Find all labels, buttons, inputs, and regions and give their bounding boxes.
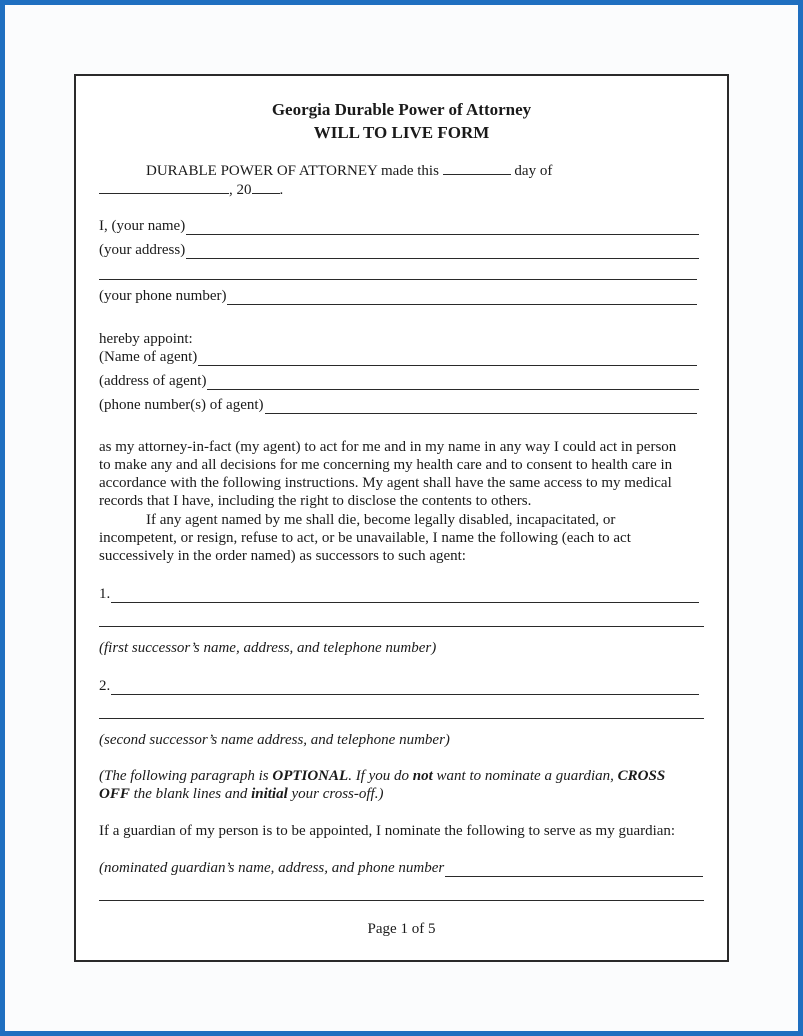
address-continuation-line[interactable] xyxy=(99,279,697,280)
paragraph-line: records that I have, including the right to disclose the contents to others. xyxy=(99,493,532,509)
your-phone-field[interactable] xyxy=(99,287,697,305)
second-successor-number: 2. xyxy=(99,678,111,694)
document-title: Georgia Durable Power of Attorney xyxy=(271,100,532,119)
year-end: . xyxy=(279,182,284,198)
paragraph-line: as my attorney-in-fact (my agent) to act for me and in my name in any way I could act in person xyxy=(99,439,677,455)
day-of-label: day of xyxy=(514,163,553,179)
first-successor-field[interactable] xyxy=(99,585,699,603)
agent-address-label: (address of agent) xyxy=(99,373,207,389)
second-successor-continuation-line[interactable] xyxy=(99,718,704,719)
note-line-1: (The following paragraph is OPTIONAL. If you do not want to nominate a guardian, CROSS xyxy=(99,768,666,784)
year-prefix: , 20 xyxy=(229,182,252,198)
day-blank[interactable] xyxy=(443,161,511,175)
successor-paragraph xyxy=(99,511,709,565)
agent-name-field[interactable] xyxy=(99,348,697,366)
agent-address-field[interactable] xyxy=(99,372,699,390)
agent-name-label: (Name of agent) xyxy=(99,349,198,365)
note-line-2: OFF the blank lines and initial your cross-off.) xyxy=(99,786,384,802)
month-blank[interactable] xyxy=(99,180,229,194)
made-this-line xyxy=(146,161,552,180)
guardian-field[interactable] xyxy=(99,859,703,877)
hereby-appoint-label: hereby appoint: xyxy=(99,331,193,347)
second-successor-field[interactable] xyxy=(99,677,699,695)
paragraph-line: incompetent, or resign, refuse to act, or be unavailable, I name the following (each to act xyxy=(99,530,631,546)
guardian-intro: If a guardian of my person is to be appointed, I nominate the following to serve as my guardian: xyxy=(99,823,676,839)
month-year-line xyxy=(99,180,283,199)
your-name-field[interactable] xyxy=(99,217,699,235)
year-blank[interactable] xyxy=(252,180,280,194)
first-successor-caption: (first successor’s name, address, and telephone number) xyxy=(99,640,437,656)
optional-guardian-note xyxy=(99,767,709,803)
page-number: Page 1 of 5 xyxy=(367,921,436,937)
paragraph-line: If any agent named by me shall die, become legally disabled, incapacitated, or xyxy=(146,512,616,528)
paragraph-line: successively in the order named) as successors to such agent: xyxy=(99,548,466,564)
your-phone-label: (your phone number) xyxy=(99,288,227,304)
first-successor-continuation-line[interactable] xyxy=(99,626,704,627)
your-address-field[interactable] xyxy=(99,241,699,259)
second-successor-caption: (second successor’s name address, and telephone number) xyxy=(99,732,450,748)
guardian-continuation-line[interactable] xyxy=(99,900,704,901)
document-subtitle: WILL TO LIVE FORM xyxy=(313,123,490,142)
guardian-label: (nominated guardian’s name, address, and phone number xyxy=(99,860,445,876)
paragraph-line: accordance with the following instructions. My agent shall have the same access to my medical xyxy=(99,475,672,491)
first-successor-number: 1. xyxy=(99,586,111,602)
agent-phone-field[interactable] xyxy=(99,396,697,414)
authority-paragraph xyxy=(99,438,709,510)
paragraph-line: to make any and all decisions for me concerning my health care and to consent to health care in xyxy=(99,457,673,473)
your-name-label: I, (your name) xyxy=(99,218,186,234)
agent-phone-label: (phone number(s) of agent) xyxy=(99,397,264,413)
your-address-label: (your address) xyxy=(99,242,186,258)
made-this-label: DURABLE POWER OF ATTORNEY made this xyxy=(146,163,439,179)
